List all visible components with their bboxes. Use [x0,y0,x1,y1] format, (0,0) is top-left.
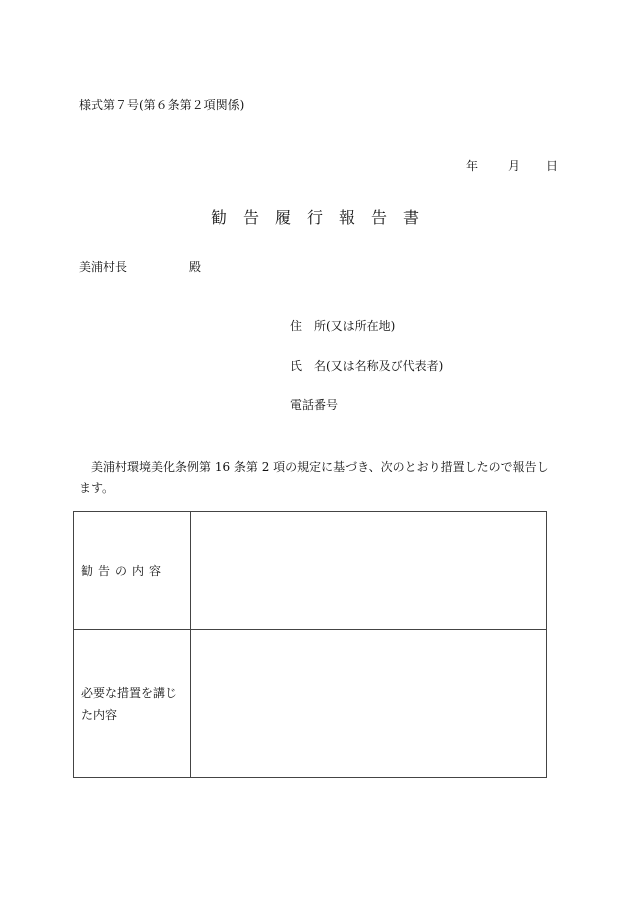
phone-label: 電話番号 [290,398,339,412]
recipient-name: 美浦村長 [79,260,128,274]
recipient [79,258,202,275]
address-label: 住 所(又は所在地) [290,319,396,333]
date-line [466,157,558,174]
measures-taken-label: 必要な措置を講じた内容 [74,630,191,778]
form-number: 様式第７号(第６条第２項関係) [79,98,245,112]
table-row [74,512,547,630]
day-label: 日 [546,159,559,173]
measures-taken-value[interactable] [191,630,547,778]
year-label: 年 [466,159,479,173]
address-field [290,317,395,334]
month-label: 月 [508,159,521,173]
document-title: 勧告履行報告書 [210,208,435,227]
recommendation-content-value[interactable] [191,512,547,630]
report-table [73,511,547,778]
table-row [74,630,547,778]
body-text: 美浦村環境美化条例第 16 条第 2 項の規定に基づき、次のとおり措置したので報告します。 [79,460,549,495]
recommendation-content-label: 勧告の内容 [74,512,191,630]
phone-field [290,396,338,413]
recipient-honorific: 殿 [189,260,202,274]
name-label: 氏 名(又は名称及び代表者) [290,359,444,373]
name-field [290,357,443,374]
